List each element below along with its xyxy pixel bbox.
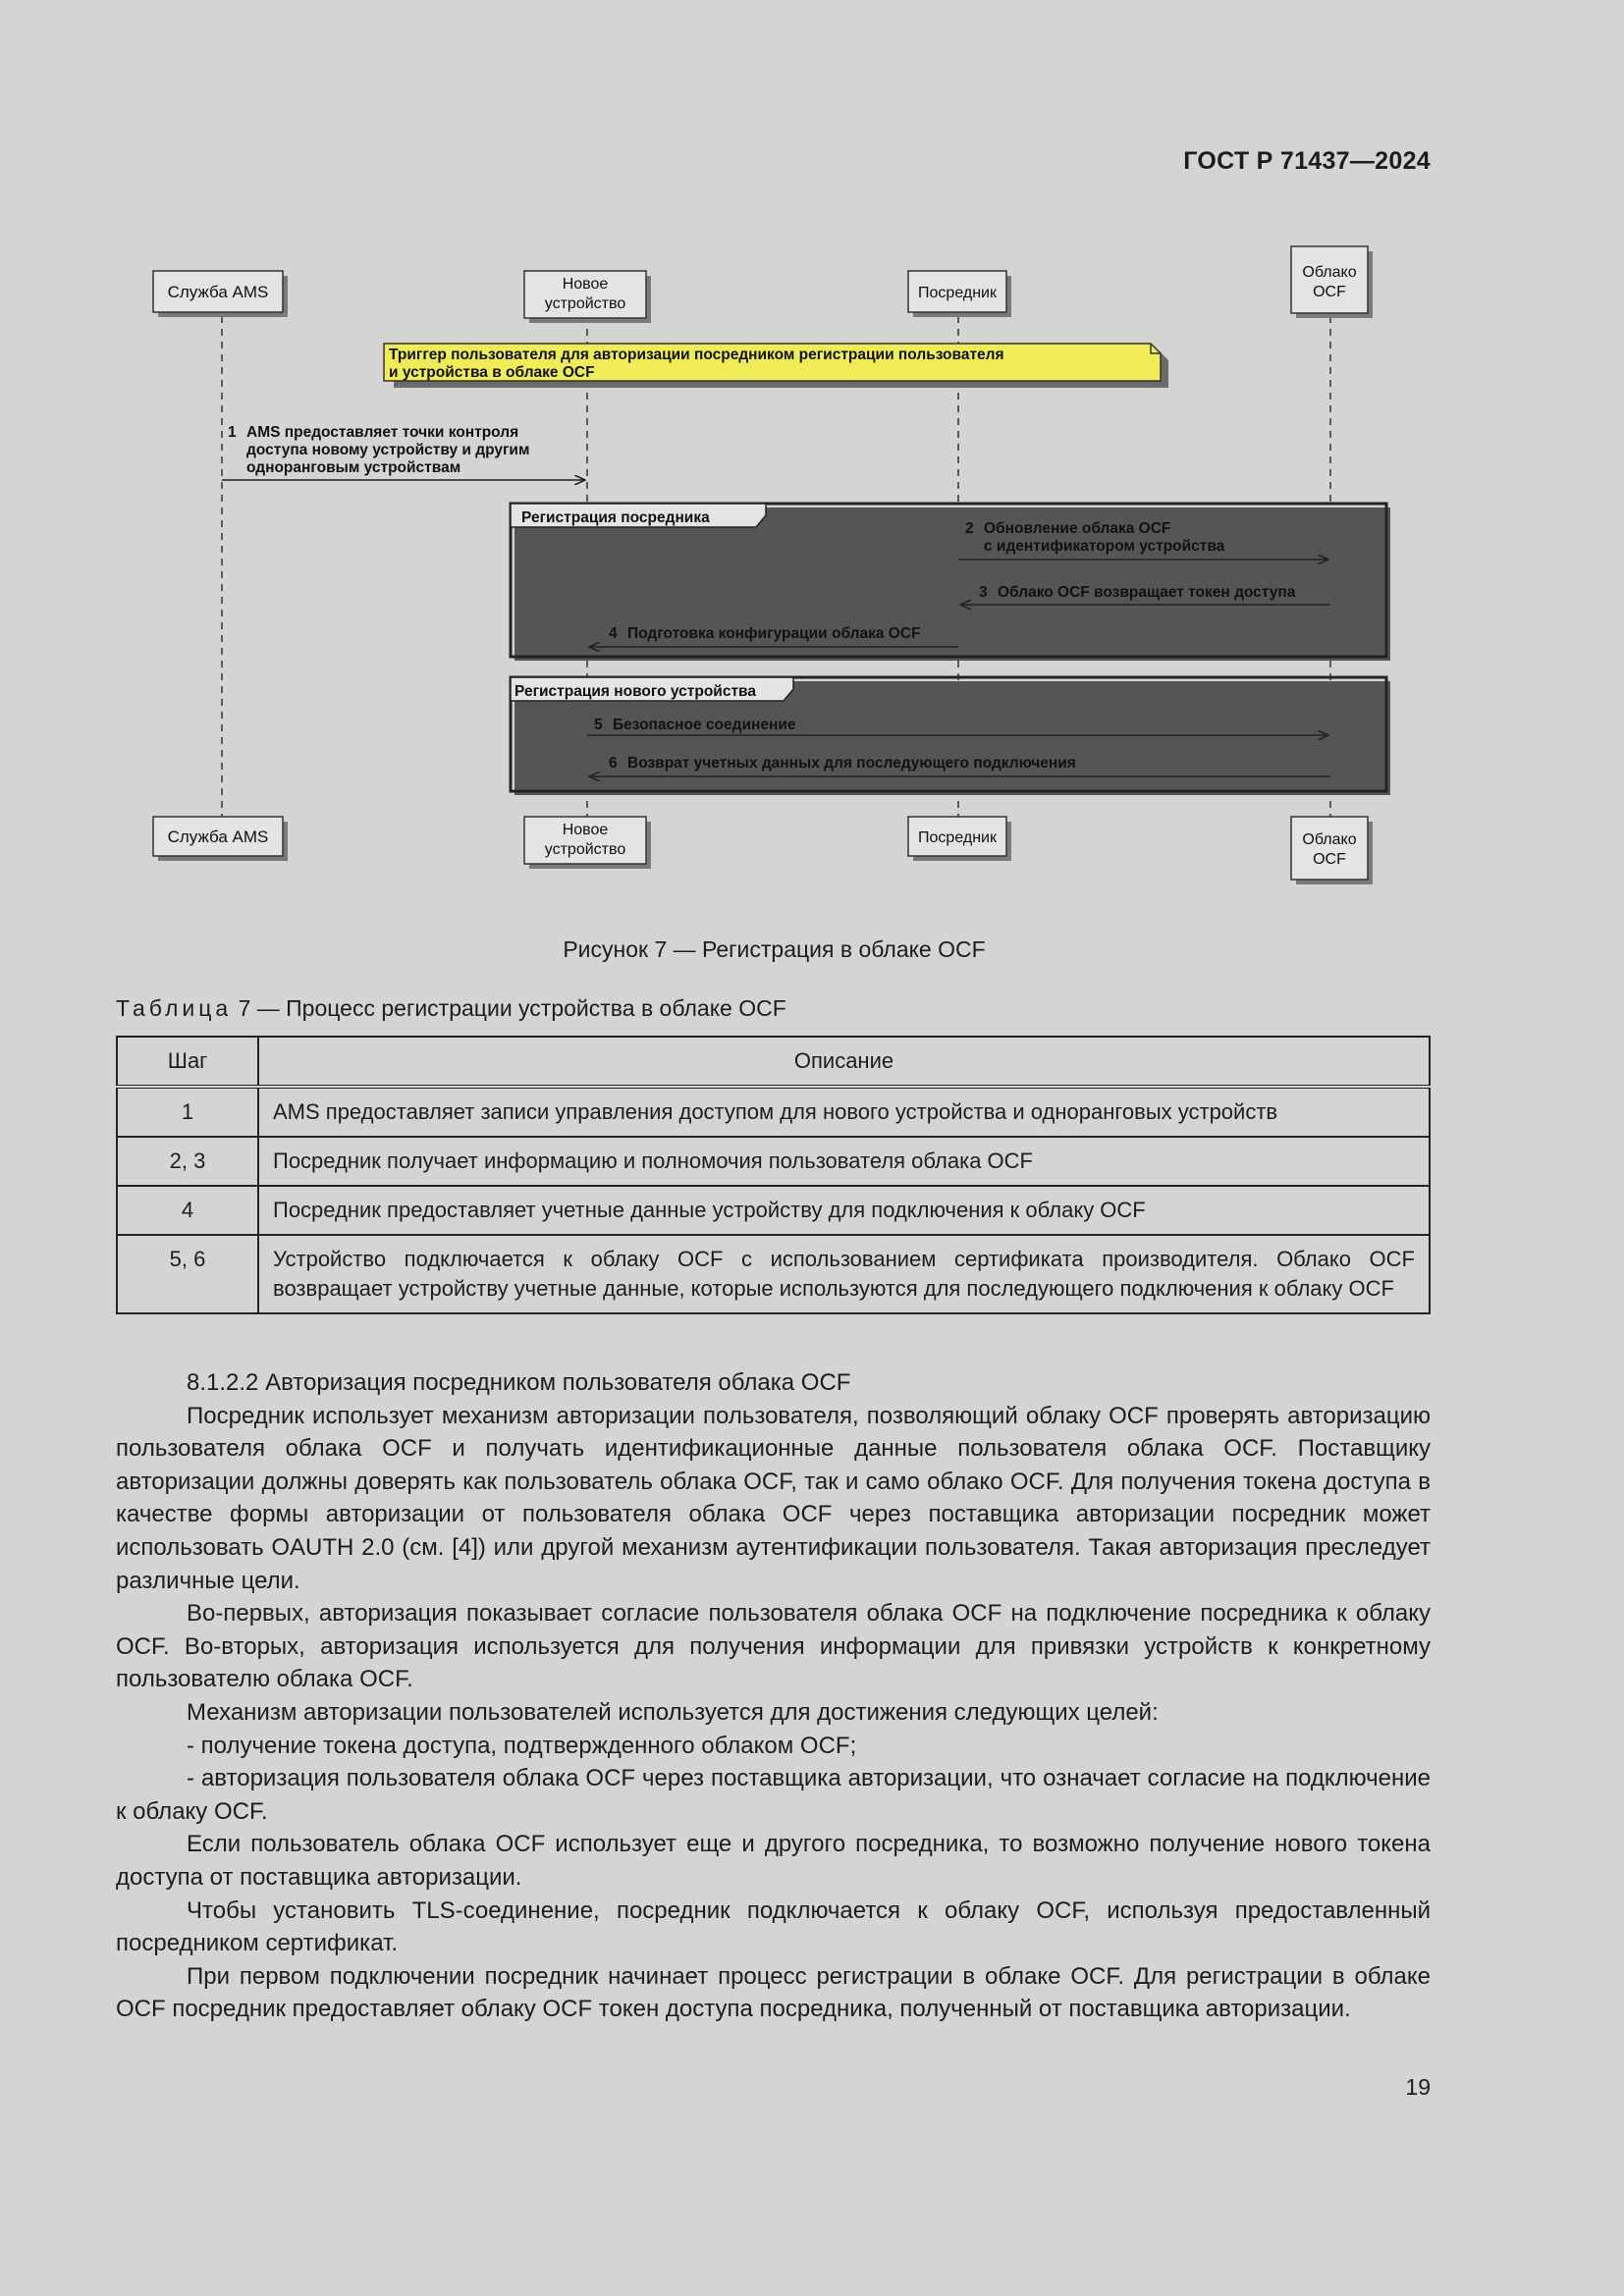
table-row: [117, 1186, 1430, 1235]
table-row: [117, 1137, 1430, 1186]
svg-text:5: 5: [594, 717, 603, 733]
paragraph: Во-первых, авторизация показывает согласие пользователя облака OCF на подключение посредника к облаку OCF. Во-вторых, авторизация используется для получения информации для привязки устройств к конкретному пользователю облака OCF.: [116, 1600, 1431, 1693]
list-item: - получение токена доступа, подтвержденного облаком OCF;: [187, 1732, 857, 1759]
svg-text:1: 1: [228, 424, 237, 441]
svg-text:Регистрация нового устройства: Регистрация нового устройства: [514, 683, 756, 700]
svg-text:6: 6: [609, 755, 618, 772]
list-item: - авторизация пользователя облака OCF через поставщика авторизации, что означает согласие на подключение к облаку OCF.: [116, 1765, 1431, 1825]
paragraph: Чтобы установить TLS-соединение, посредник подключается к облаку OCF, используя предоставленный посредником сертификат.: [116, 1896, 1431, 1957]
participant-proxy-bottom: [908, 817, 1011, 861]
trigger-note: [384, 344, 1168, 388]
step-cell: 1: [117, 1087, 258, 1137]
svg-text:OCF: OCF: [1313, 284, 1346, 300]
svg-text:3: 3: [979, 584, 988, 601]
svg-text:OCF: OCF: [1313, 851, 1346, 868]
svg-text:AMS предоставляет точки контро: AMS предоставляет точки контроля: [246, 424, 519, 441]
sequence-diagram: [0, 0, 1624, 913]
message-1: [222, 424, 585, 480]
step-cell: 5, 6: [117, 1235, 258, 1313]
svg-text:одноранговым устройствам: одноранговым устройствам: [246, 459, 461, 476]
figure-caption: Рисунок 7 — Регистрация в облаке OCF: [563, 936, 986, 962]
svg-text:Подготовка конфигурации облака: Подготовка конфигурации облака OCF: [627, 625, 921, 642]
svg-text:устройство: устройство: [544, 295, 626, 312]
column-header-step: Шаг: [117, 1037, 258, 1087]
page-number: 19: [1405, 2074, 1431, 2100]
body-text: [116, 1366, 1431, 2026]
paragraph: Если пользователь облака OCF использует еще и другого посредника, то возможно получение нового токена доступа от поставщика авторизации.: [116, 1831, 1431, 1891]
svg-text:Регистрация посредника: Регистрация посредника: [521, 509, 710, 526]
description-cell: Посредник получает информацию и полномочия пользователя облака OCF: [258, 1137, 1430, 1186]
participant-new-device-bottom: [524, 817, 651, 869]
description-cell: Посредник предоставляет учетные данные устройству для подключения к облаку OCF: [258, 1186, 1430, 1235]
document-header: ГОСТ Р 71437—2024: [1183, 147, 1431, 175]
participant-cloud-bottom: [1291, 817, 1373, 884]
svg-text:Обновление облака OCF: Обновление облака OCF: [984, 520, 1171, 537]
participant-ams-bottom: [153, 817, 288, 861]
svg-text:Возврат учетных данных для пос: Возврат учетных данных для последующего подключения: [627, 755, 1076, 772]
paragraph: Механизм авторизации пользователей используется для достижения следующих целей:: [187, 1698, 1159, 1726]
table-row: [117, 1235, 1430, 1313]
step-cell: 2, 3: [117, 1137, 258, 1186]
svg-text:доступа новому устройству и др: доступа новому устройству и другим: [246, 442, 530, 458]
column-header-description: Описание: [258, 1037, 1430, 1087]
participant-proxy-top: [908, 271, 1011, 317]
svg-text:Новое: Новое: [562, 822, 609, 838]
table-caption-label: Таблица: [116, 995, 233, 1021]
group-device-registration: [511, 677, 1390, 795]
table-row: [117, 1087, 1430, 1137]
registration-table: [116, 1036, 1431, 1314]
paragraph: Посредник использует механизм авторизации пользователя, позволяющий облаку OCF проверять авторизацию пользователя облака OCF и получать идентификационные данные пользователя облака OCF. Поставщику авторизации должны доверять как пользователь облака OCF, так и само облако OCF. Для получения токена доступа в качестве формы авторизации от пользователя облака OCF через поставщика авторизации посредник может использовать OAUTH 2.0 (см. [4]) или другой механизм аутентификации пользователя. Такая авторизация преследует различные цели.: [116, 1402, 1431, 1594]
svg-text:устройство: устройство: [544, 841, 626, 858]
participant-cloud-top: [1291, 246, 1373, 318]
svg-text:Новое: Новое: [562, 276, 609, 293]
svg-text:Служба AMS: Служба AMS: [167, 283, 269, 301]
svg-text:Посредник: Посредник: [918, 285, 997, 301]
paragraph: При первом подключении посредник начинает процесс регистрации в облаке OCF. Для регистрации в облаке OCF посредник предоставляет облаку OCF токен доступа посредника, полученный от поставщика авторизации.: [116, 1962, 1431, 2023]
table-caption-text: 7 — Процесс регистрации устройства в облаке OCF: [232, 995, 786, 1021]
description-cell: AMS предоставляет записи управления доступом для нового устройства и одноранговых устройств: [258, 1087, 1430, 1137]
svg-text:с идентификатором устройства: с идентификатором устройства: [984, 538, 1225, 555]
svg-text:Триггер пользователя для автор: Триггер пользователя для авторизации посредником регистрации пользователя: [389, 347, 1004, 363]
svg-text:и устройства в облаке OCF: и устройства в облаке OCF: [389, 364, 595, 381]
participant-new-device-top: [524, 271, 651, 323]
svg-text:4: 4: [609, 625, 618, 642]
participant-ams-top: [153, 271, 288, 317]
step-cell: 4: [117, 1186, 258, 1235]
svg-text:Безопасное соединение: Безопасное соединение: [613, 717, 796, 733]
description-cell: Устройство подключается к облаку OCF с использованием сертификата производителя. Облако OCF возвращает устройству учетные данные, которые используются для последующего подключения к облаку OCF: [258, 1235, 1430, 1313]
svg-text:Посредник: Посредник: [918, 829, 997, 846]
svg-text:Облако OCF возвращает токен до: Облако OCF возвращает токен доступа: [998, 584, 1296, 601]
svg-text:Облако: Облако: [1302, 831, 1357, 848]
svg-text:2: 2: [965, 520, 974, 537]
svg-text:Служба AMS: Служба AMS: [167, 828, 269, 846]
svg-text:Облако: Облако: [1302, 264, 1357, 281]
section-heading: 8.1.2.2 Авторизация посредником пользователя облака OCF: [187, 1369, 851, 1396]
table-caption: [116, 995, 786, 1022]
